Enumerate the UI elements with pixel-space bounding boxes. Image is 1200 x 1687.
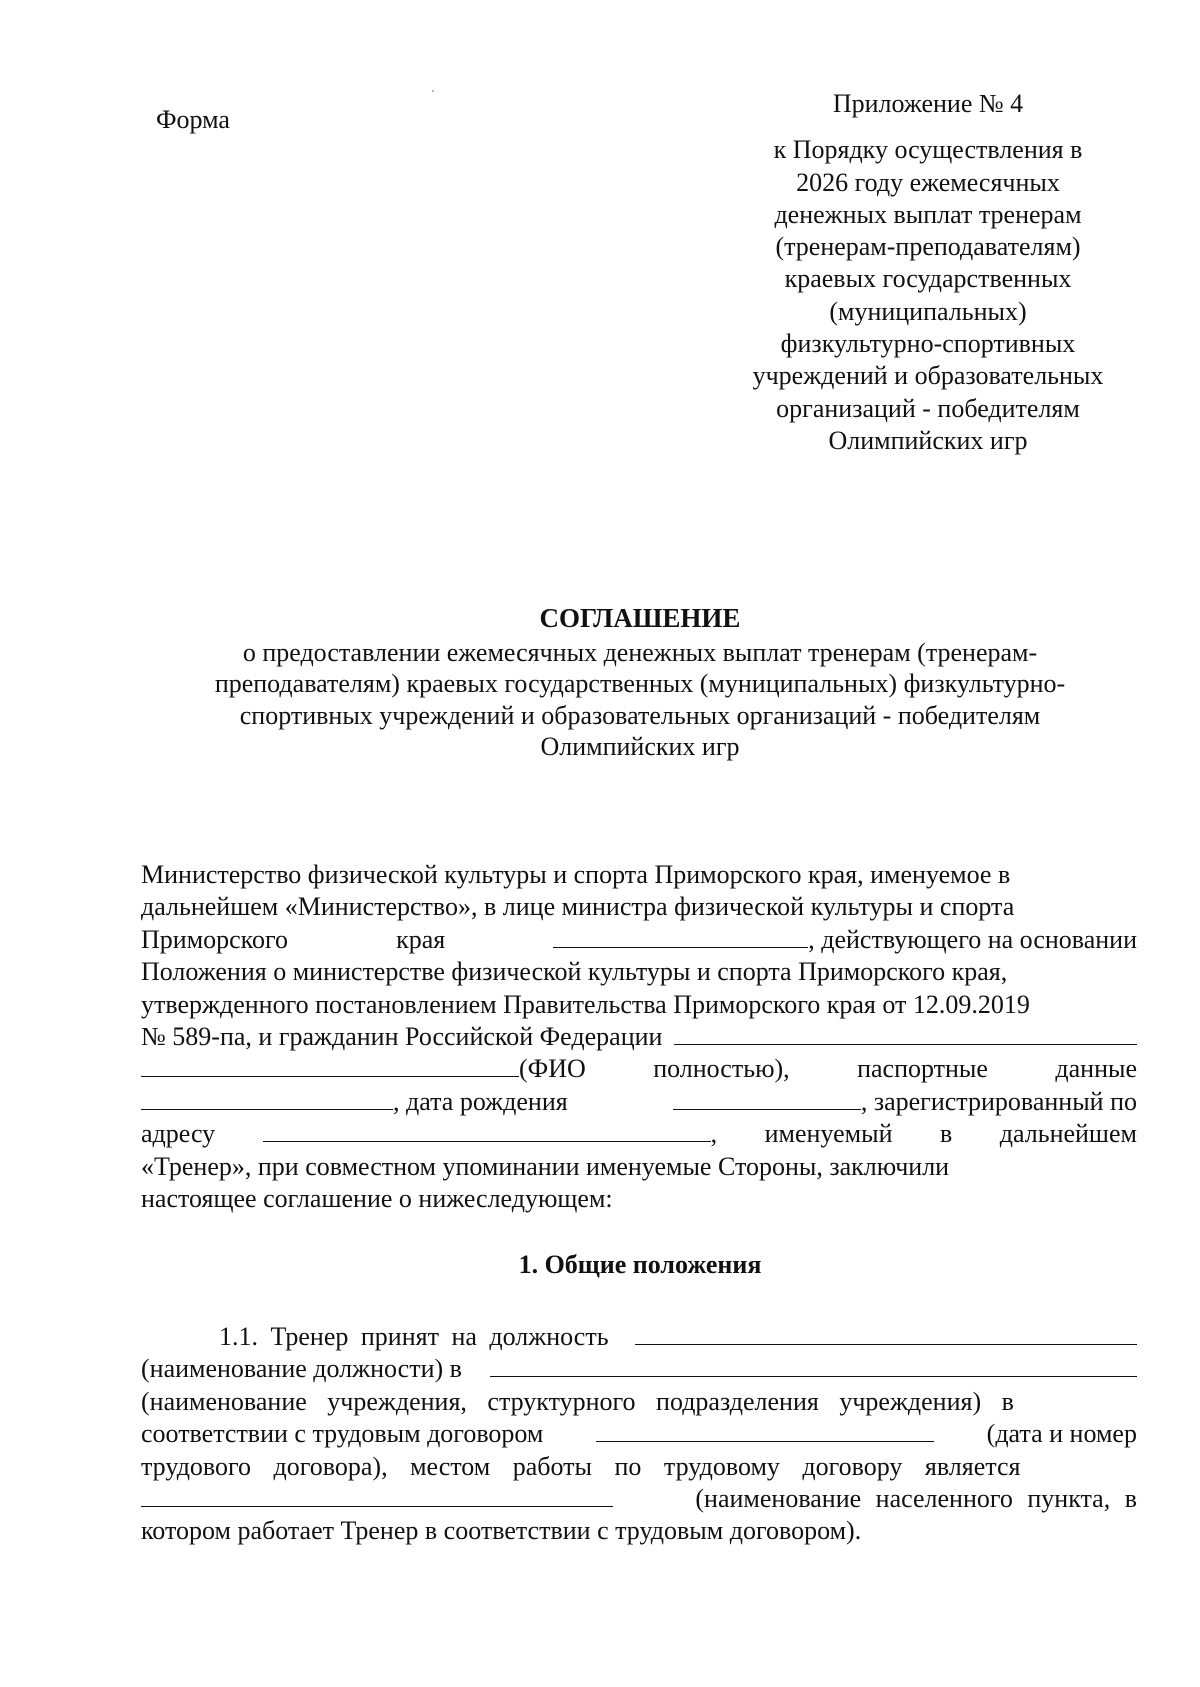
preamble-text: данные [1055,1054,1137,1084]
preamble-text: полностью), [653,1054,790,1084]
agreement-title: СОГЛАШЕНИЕ [539,603,741,633]
form-label: Форма [156,105,230,134]
appendix-title: Приложение № 4 [832,89,1024,118]
clause-text: котором работает Тренер в соответствии с трудовым договором). [141,1516,862,1546]
agreement-subtitle-line: Олимпийских игр [540,732,740,761]
minister-name-blank[interactable] [553,927,808,948]
preamble-text: «Тренер», при совместном упоминании именуемые Стороны, заключили [141,1151,950,1181]
preamble [141,859,1137,1215]
clause-line [141,1418,1137,1450]
preamble-line [141,1086,1137,1118]
preamble-text: , [710,1119,718,1149]
appendix-line: (тренерам-преподавателям) [775,232,1081,262]
settlement-blank[interactable] [141,1486,613,1507]
clause-line [141,1353,1137,1385]
clause-text: (наименование населенного пункта, в [695,1484,1137,1514]
appendix-line: (муниципальных) [829,296,1027,326]
preamble-line [141,956,1137,988]
preamble-text: края [396,924,446,954]
preamble-line [141,1021,1137,1053]
section-1-body [141,1321,1137,1548]
clause-text: (наименование учреждения, структурного подразделения учреждения) в [141,1386,1014,1416]
clause-text: 1.1. Тренер принят на должность [219,1322,609,1351]
fio-blank[interactable] [141,1056,519,1077]
address-blank[interactable] [263,1121,711,1142]
preamble-line [141,989,1137,1021]
institution-blank[interactable] [490,1356,1137,1377]
preamble-text: , действующего на основании [808,924,1137,954]
preamble-text: настоящее соглашение о нижеследующем: [141,1184,613,1214]
preamble-text: Приморского [141,924,289,954]
preamble-line [141,859,1137,891]
preamble-text: дальнейшем «Министерство», в лице министра физической культуры и спорта [141,892,1015,922]
clause-text: (наименование должности) в [141,1354,462,1384]
preamble-text: , зарегистрированный по [860,1086,1137,1116]
clause-line [141,1321,1137,1353]
preamble-text: в [939,1119,953,1149]
scan-speck [432,90,434,92]
agreement-subtitle-line: спортивных учреждений и образовательных организаций - победителям [239,700,1041,730]
preamble-text: , дата рождения [393,1086,568,1116]
appendix-line: к Порядку осуществления в [773,135,1083,165]
preamble-text: утвержденного постановлением Правительства Приморского края от 12.09.2019 [141,989,1030,1019]
appendix-line: учреждений и образовательных [752,361,1104,391]
preamble-line [141,1053,1137,1085]
preamble-text: (ФИО [519,1054,586,1084]
agreement-subtitle-line: преподавателям) краевых государственных (муниципальных) физкультурно- [214,669,1066,698]
appendix-line: 2026 году ежемесячных [796,167,1060,197]
clause-text: трудового договора), местом работы по трудовому договору является [141,1451,1021,1481]
appendix-line: денежных выплат тренерам [774,199,1082,229]
agreement-title-block [140,603,1140,763]
preamble-line [141,891,1137,923]
preamble-text: адресу [141,1119,216,1149]
preamble-text: Положения о министерстве физической культуры и спорта Приморского края, [141,957,1008,987]
passport-blank[interactable] [141,1089,393,1110]
preamble-line [141,1118,1137,1150]
contract-blank[interactable] [596,1421,934,1442]
appendix-line: организаций - победителям [776,393,1080,423]
preamble-line [141,924,1137,956]
clause-text: соответствии с трудовым договором [141,1419,544,1449]
birthdate-blank[interactable] [673,1089,861,1110]
section-title: 1. Общие положения [518,1250,762,1279]
preamble-line [141,1183,1137,1215]
preamble-text: паспортные [857,1054,988,1084]
preamble-text: № 589-па, и гражданин Российской Федерации [141,1022,663,1052]
preamble-text: именуемый [764,1119,893,1149]
clause-line [141,1483,1137,1515]
position-blank[interactable] [635,1324,1137,1345]
appendix-line: физкультурно-спортивных [780,329,1076,359]
preamble-line [141,1151,1137,1183]
agreement-subtitle-line: о предоставлении ежемесячных денежных выплат тренерам (тренерам- [242,637,1038,667]
clause-line [141,1386,1137,1418]
appendix-line: краевых государственных [784,264,1072,294]
clause-line [141,1515,1137,1547]
clause-text: (дата и номер [986,1419,1137,1449]
preamble-text: Министерство физической культуры и спорта Приморского края, именуемое в [141,860,1011,889]
preamble-text: дальнейшем [999,1119,1137,1149]
clause-line [141,1451,1137,1483]
appendix-line: Олимпийских игр [828,425,1028,455]
citizen-name-blank[interactable] [674,1024,1137,1045]
appendix-block [728,88,1128,457]
